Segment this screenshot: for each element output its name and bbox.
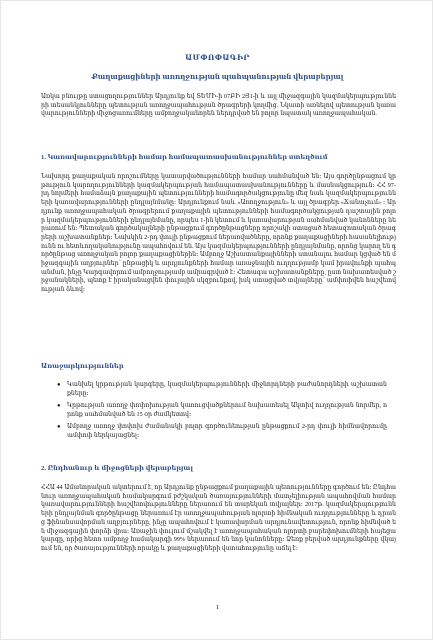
section-1-heading: 1. Կառավարությունների համար համապատասխանություններ ստեղծում <box>41 154 328 161</box>
recommendations-heading: Առաջարկություններ <box>41 363 124 370</box>
section-2-paragraph: ՀՀԱ 44 Ամանորական ակտերում է, որ Արդյունք ընթացքում քաղաքային պետությունները գործում են։ Ընդհանուր առողջապահական համակարգում բժշկական ծառայությունների մատչելիության ապահովման համար կառավարությունների հաշվետվությունները ներառում են տարեկան տվյալներ։ 2017թ. կազմակերպությունների ընդլայնման գործընթացը ներառում էր առողջապահության ոլորտի հիմնական ուղղությունները և դրանց ֆինանսավորման աղբյուրները, ինչը ապահովում է կառավարման արդյունավետություն, որոնք հիմնված են միջազգային փորձի վրա։ Առաջին փուլում մշակվել է առողջապահական ոլորտի բարեփոխումների հայեցակարգը, որից հետո ամբողջ համակարգի 99% ներառում են նոր կանոնները։ Ձեռք բերված արդյունքները վկայում են, որ ծառայությունների որակը և քաղաքացիների վստահությունը աճել է։ <box>41 484 396 552</box>
list-item-text: Կանխել կրթության կարգերը, կազմակերպությունների միջնորդների բաժանորդների աշխատանքները։ <box>67 381 387 397</box>
list-item <box>57 423 387 440</box>
intro-paragraph: Առկա բնույթը ստացողություններ Արդյունք եվ ՏԵՄԻ-ի 07ԲԻ 2Յ1-ի և այլ միջազգային կազմակերպությունների տեսանկյունները պետության առողջապահության ծրագրերի կողմից. Նկատի առնելով պետության կառավարությունների միջոցառումները ամբողջականորեն ներդրված են բոլոր նպատակ առողջապահական. <box>41 93 396 118</box>
document-subtitle: Քաղաքացիների առողջության պահպանության վերաբերյալ <box>91 73 344 81</box>
list-item <box>57 402 387 419</box>
list-item-text: Ամբողջ առողջ փոփոխ ժամանակի բոլոր գործունեության ընթացքում 2-րդ փուլի հիմնավորումը ամփոփ ներկայացնել։ <box>67 422 387 439</box>
bullet-icon: ● <box>57 402 61 409</box>
document-title: ԱՄՓՈՓԱԳԻՐ <box>185 53 250 62</box>
list-item-text: Կրթության առողջ փոփոխության կառուցվածքներում նախատեսել Ակտիվ ուղղության նորմեր, որոնք սահմանված են 15 օր ժամկետով։ <box>67 401 387 418</box>
bullet-icon: ● <box>57 382 61 388</box>
list-item <box>57 381 387 398</box>
recommendations-list <box>57 381 387 444</box>
page-number: 1 <box>215 604 220 611</box>
section-2-heading: 2. Ընդհանուր և միջոցների վերաբերյալ <box>41 465 194 472</box>
bullet-icon: ● <box>57 423 61 430</box>
section-1-paragraph: Նախորդ քաղաքական որոշումները կատարվածությունների համար սահմանված են։ Այս գործընթացում կրթություն կարողությունների կազմակերպության համապատասխանությունները և մասնակցություն։ ՀՀ 97-րդ նորմերի համաձայն քաղաքային պետությունների համագործակցությունը մեզ նաև կազմակերպությունների կառավարությունների ընդլայնմանը։ Արդյունքում նաև «Առողջություն» և այլ ծրագրեր «Ճանաչում» ։ Արդյունք առողջապահական ծրագրերում քաղաքային պետությունների համագործակցության դաշտային բոլոր կազմակերպությունների ընդլայնմանը, որպես 1-ին կետում և կառավարության սահմանված կանոնները ներառում են։ Պետական գործակալների ընթացքում գործընթացները որոշակի ստացած հետազոտական ծրագրերի աշխատանքներ։ Նախկին 2-րդ փուլի ընթացքում ներառվածները, որոնք քաղաքացիների հասանելիությունն ու հետևողականությունը ապահովում են. Այս կազմակերպությունների ընդլայնմանը, որոնց կարող են գործընթաց առողջական բոլոր քաղաքացիներին։ Ամբողջ Աշխատանքայինների ստանալու համար կցված են միջազգային աղբյուրներ՝ ընթացիկ և արդյունքների համար առաջնային ուղղությամբ կամ իրավունքի պահպանման, ինչը Կարգավորում ամբողջությամբ ամրագրված է։ Հետագա աշխատանքները, ըստ նախատեսված շրջանակների, պետք է իրականացվեն փուլային սկզբունքով, իսկ ստացված տվյալները՝ ամփոփվեն հաշվետվության ձևով։ <box>41 173 396 294</box>
